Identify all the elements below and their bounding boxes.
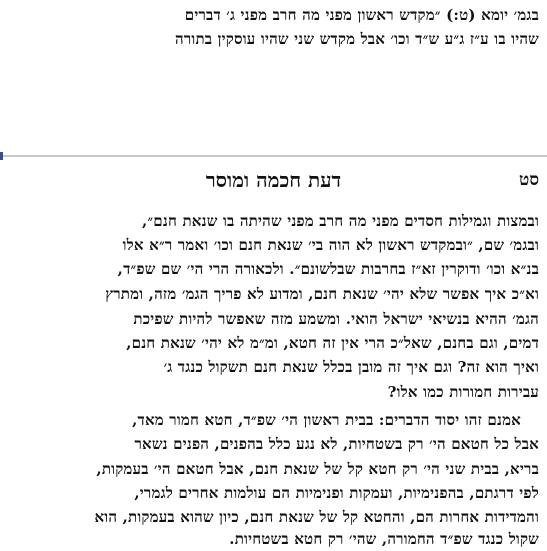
text-line: והמדידות אחרות הם, והחטא קל של שנאת חנם, כיון שהוא בעמקות, הוא [94, 508, 539, 526]
text-line: בנ״א וכו׳ ודוקרין זא״ז בחרבות שבלשונם״. ולכאורה הרי הי׳ שם שפ״ד, [117, 260, 539, 278]
page-header [8, 168, 539, 196]
text-line: וא״כ איך אפשר שלא יהי׳ שנאת חנם, ומדוע לא פריך הגמ׳ מזה, ומתרץ [105, 285, 539, 303]
page-break-marker [0, 152, 3, 160]
text-line: אמנם זהו יסוד הדברים: בבית ראשון הי׳ שפ״ד, חטא חמור מאד, [132, 411, 521, 429]
text-line: ובמצות וגמילות חסדים מפני מה חרב מפני שהיתה בו שנאת חנם״, [141, 212, 539, 230]
page-number: סט [519, 170, 539, 190]
text-line: אבל כל חטאם הי׳ רק בשטחיות, לא נגע כלל בהפנים, הפנים נשאר [134, 435, 539, 453]
text-line: שהיו בו ע״ז ג״ע ש״ד וכו׳ אבל מקדש שני שהיו עוסקין בתורה [175, 30, 539, 48]
text-line: שקול כנגד שפ״ד החמורה, שהי׳ רק חטא בשטחיות. [229, 530, 539, 548]
text-line: דמים, וגם בחנם, שאל״כ הרי אין זה חטא, ומ״מ לא יהי׳ שנאת חנם, [126, 334, 539, 352]
text-line: הגמ׳ ההיא בנשיאי ישראל הואי. ומשמע מזה שאפשר להיות שפיכת [133, 310, 539, 328]
text-line: בגמ׳ יומא (ט:) ״מקדש ראשון מפני מה חרב מפני ג׳ דברים [184, 6, 539, 24]
text-line: בריא, בבית שני הי׳ רק חטא קל של שנאת חנם, אבל חטאם הי׳ בעמקות, [96, 460, 539, 478]
text-line: ובגמ׳ שם, ״ובמקדש ראשון לא הוה בי׳ שנאת חנם וכו׳ ואמר ר״א אלו [122, 236, 539, 254]
page-divider [0, 155, 547, 157]
text-line: עבירות חמורות כמו אלו? [387, 383, 539, 401]
running-head: דעת חכמה ומוסר [205, 168, 342, 192]
text-line: לפי דרגתם, בהפנימיות, ועמקות ופנימיות הם עולמות אחרים לגמרי, [134, 484, 539, 502]
text-line: ואיך הוא זה? וגם איך זה מובן בכלל שנאת חנם תשקול כנגד ג׳ [163, 358, 539, 376]
